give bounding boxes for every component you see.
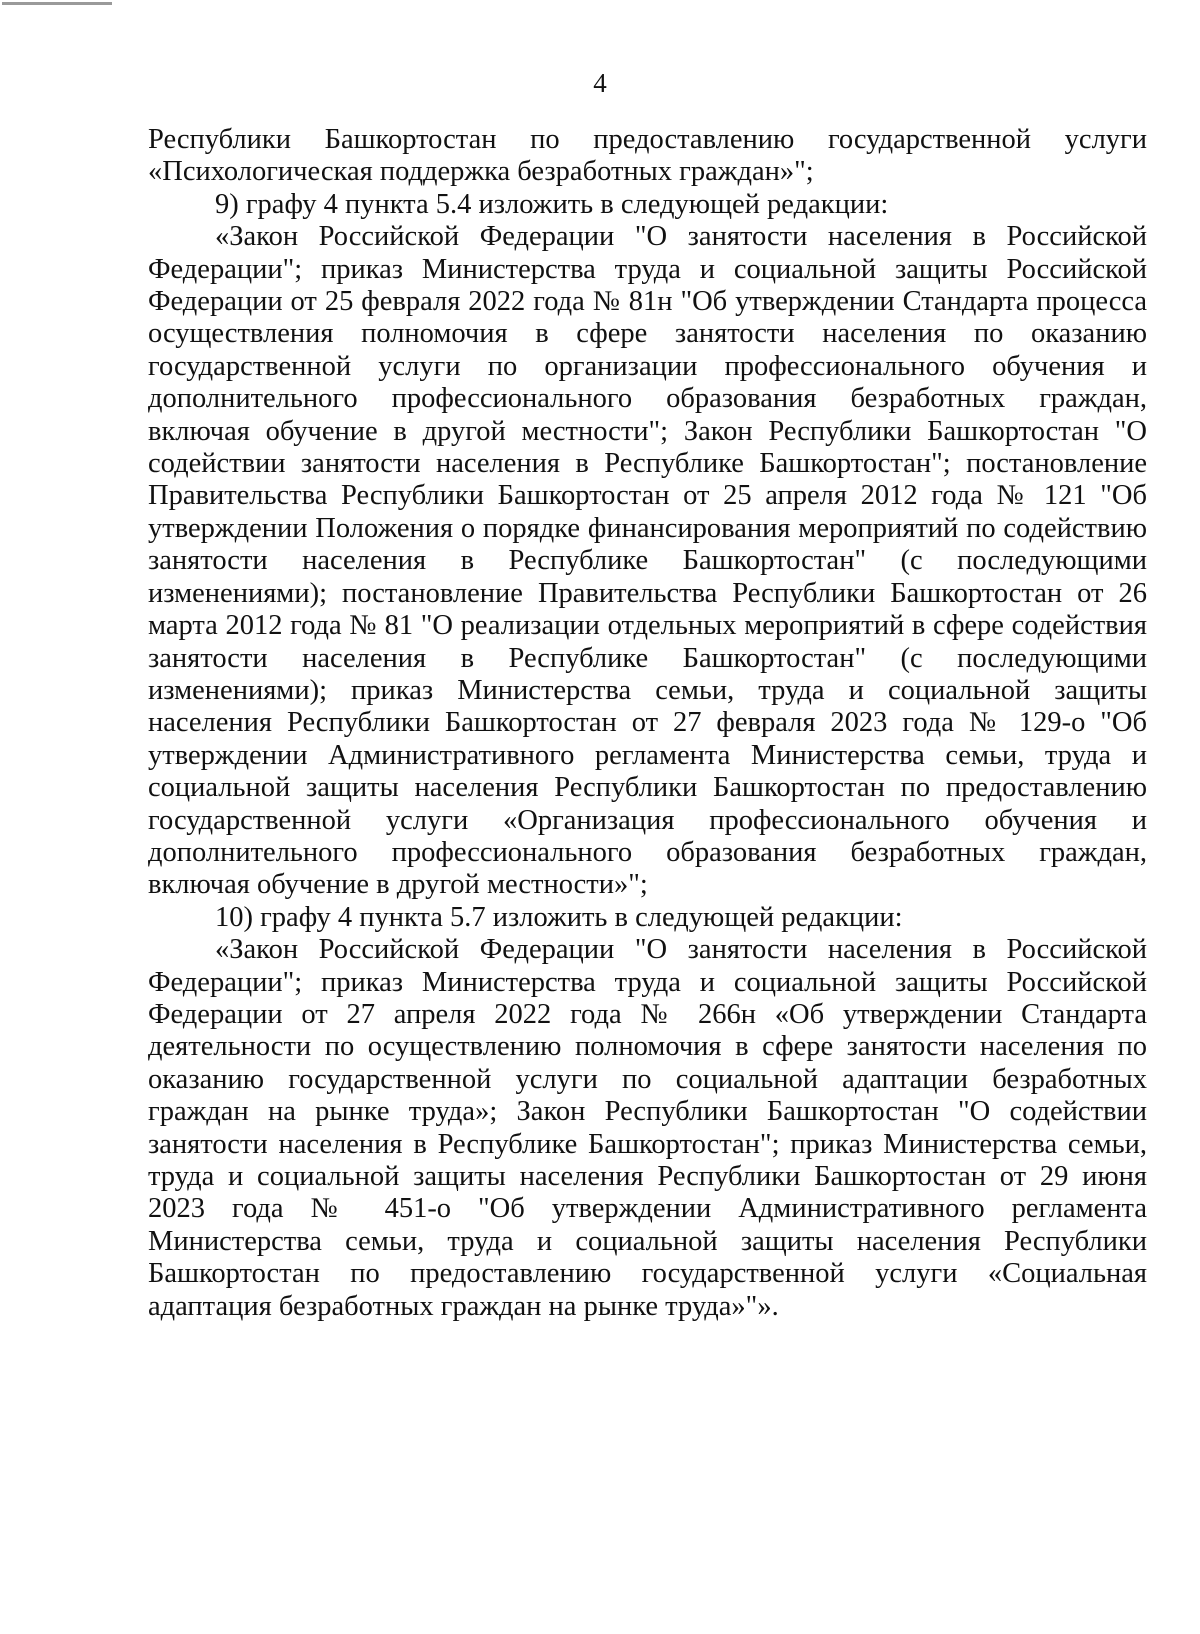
paragraph-continuation: Республики Башкортостан по предоставлению государственной услуги «Психологическая поддержка безработных граждан»";	[148, 124, 1147, 188]
page-number: 4	[593, 68, 607, 98]
paragraph-item-10-text: «Закон Российской Федерации "О занятости населения в Российской Федерации"; приказ Министерства труда и социальной защиты Российской Федерации от 27 апреля 2022 года № 266н «Об утверждении Стандарта деятельности по осуществлению полномочия в сфере занятости населения по оказанию государственной услуги по социальной адаптации безработных граждан на рынке труда»; Закон Республики Башкортостан "О содействии занятости населения в Республике Башкортостан"; приказ Министерства семьи, труда и социальной защиты населения Республики Башкортостан от 29 июня 2023 года № 451-о "Об утверждении Административного регламента Министерства семьи, труда и социальной защиты населения Республики Башкортостан по предоставлению государственной услуги «Социальная адаптация безработных граждан на рынке труда»"».	[148, 934, 1147, 1322]
paragraph-item-9-text: «Закон Российской Федерации "О занятости населения в Российской Федерации"; приказ Министерства труда и социальной защиты Российской Федерации от 25 февраля 2022 года № 81н "Об утверждении Стандарта процесса осуществления полномочия в сфере занятости населения по оказанию государственной услуги по организации профессионального обучения и дополнительного профессионального образования безработных граждан, включая обучение в другой местности"; Закон Республики Башкортостан "О содействии занятости населения в Республике Башкортостан"; постановление Правительства Республики Башкортостан от 25 апреля 2012 года № 121 "Об утверждении Положения о порядке финансирования мероприятий по содействию занятости населения в Республике Башкортостан" (с последующими изменениями); постановление Правительства Республики Башкортостан от 26 марта 2012 года № 81 "О реализации отдельных мероприятий в сфере содействия занятости населения в Республике Башкортостан" (с последующими изменениями); приказ Министерства семьи, труда и социальной защиты населения Республики Башкортостан от 27 февраля 2023 года № 129-о "Об утверждении Административного регламента Министерства семьи, труда и социальной защиты населения Республики Башкортостан по предоставлению государственной услуги «Организация профессионального обучения и дополнительного профессионального образования безработных граждан, включая обучение в другой местности»";	[148, 221, 1147, 901]
paragraph-item-10: 10) графу 4 пункта 5.7 изложить в следующей редакции:	[215, 901, 903, 933]
paragraph-item-9: 9) графу 4 пункта 5.4 изложить в следующей редакции:	[215, 188, 889, 220]
document-body	[148, 124, 1147, 1323]
scan-edge-mark	[2, 2, 112, 5]
